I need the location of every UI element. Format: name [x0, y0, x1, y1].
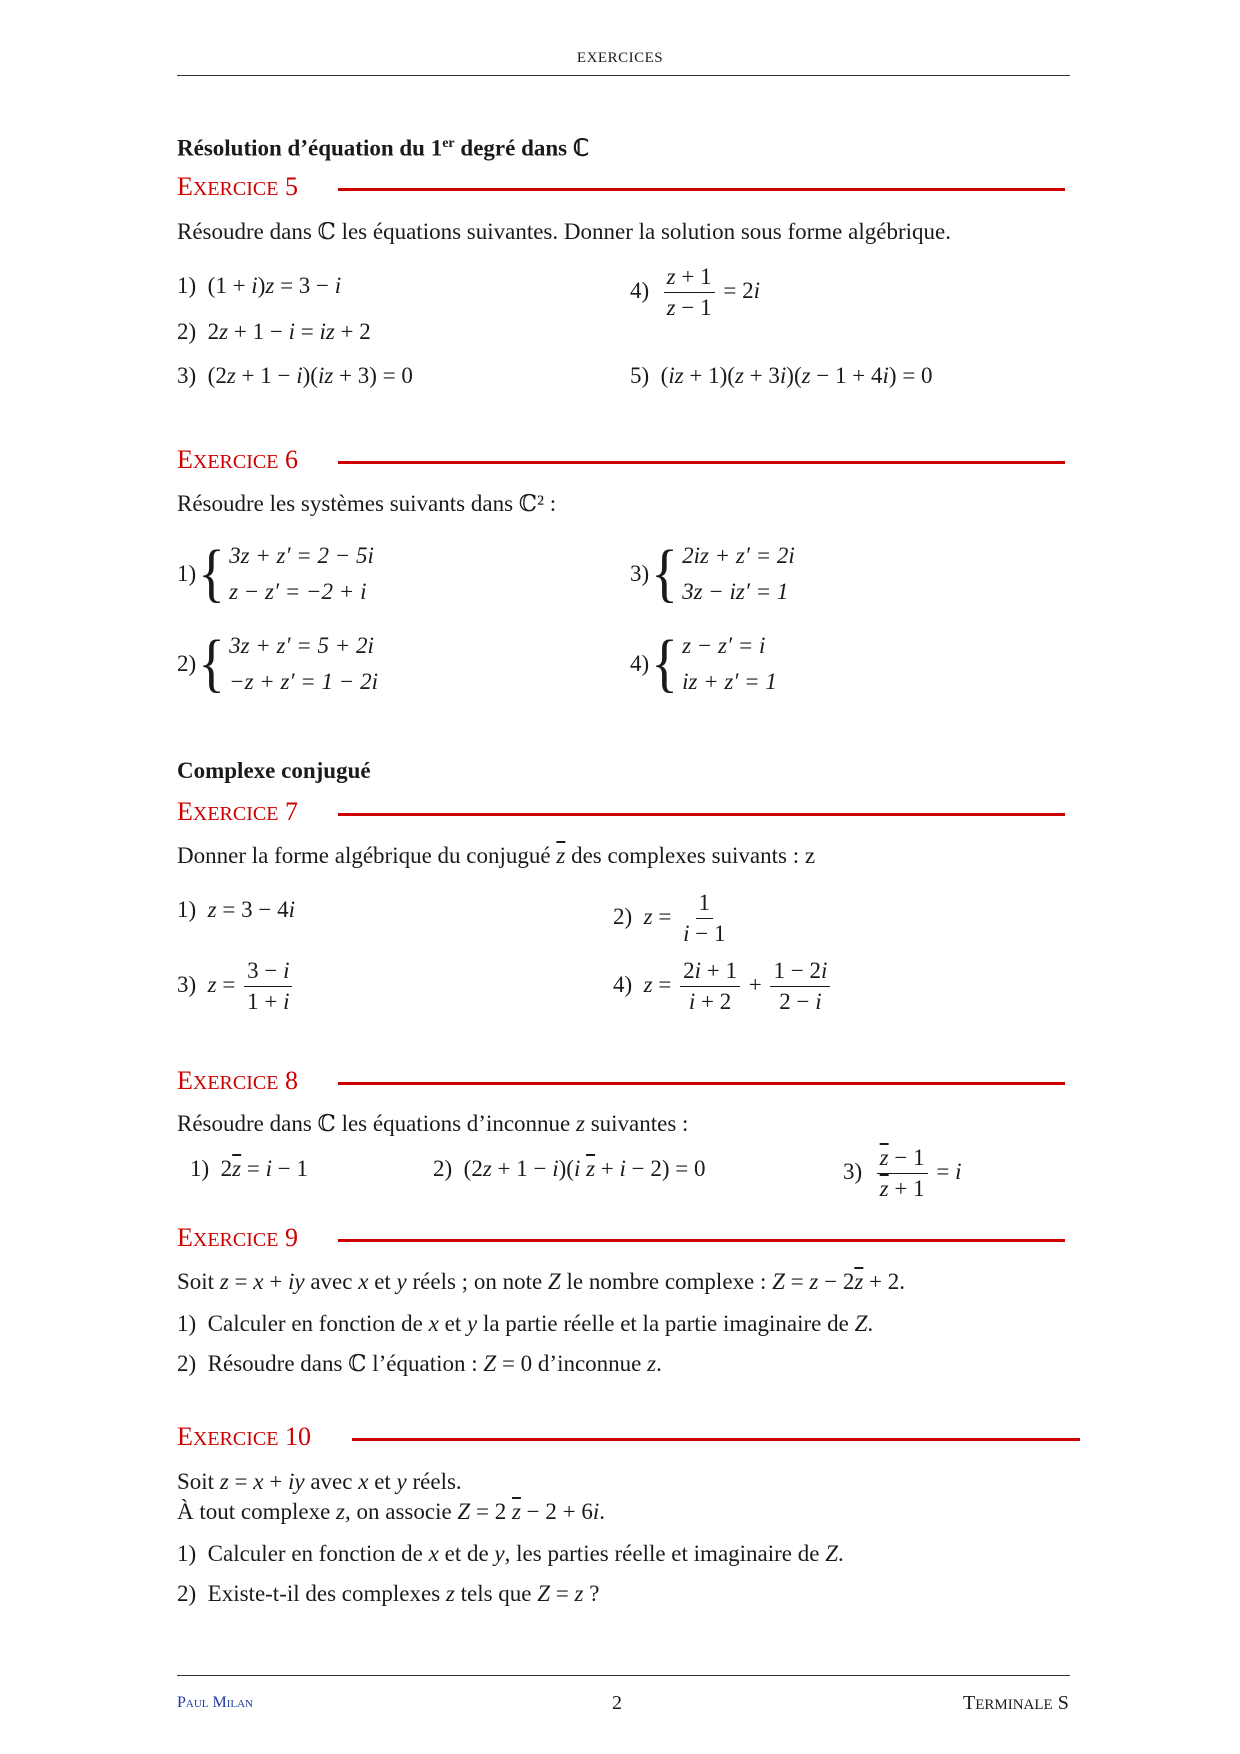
exercise-6-intro: Résoudre les systèmes suivants dans ℂ² :: [177, 491, 557, 516]
exercise-9-intro: Soit z = x + iy avec x et y réels ; on note Z le nombre complexe : $Z = z - 2\overline{z} + 2$.: [177, 1269, 906, 1294]
exercise-8-item-1: 1) $2\overline{z} = i - 1$: [190, 1156, 308, 1181]
exercise-7-rule: [338, 813, 1065, 816]
exercise-9-item-1: 1) Calculer en fonction de x et y la partie réelle et la partie imaginaire de Z.: [177, 1311, 874, 1336]
exercise-5-item-1: 1) (1 + i)z = 3 − i: [177, 273, 342, 298]
exercise-7-item-1: 1) z = 3 − 4i: [177, 897, 295, 922]
exercise-6-system-3: 3) { 2iz + z′ = 2i 3z − iz′ = 1: [630, 538, 795, 610]
header-rule: [177, 75, 1070, 76]
footer-page-number: 2: [612, 1692, 622, 1714]
exercise-10-item-1: 1) Calculer en fonction de x et de y, les parties réelle et imaginaire de Z.: [177, 1541, 844, 1566]
exercise-10-title: EXERCICE 10: [177, 1422, 311, 1451]
exercise-10-item-2: 2) Existe-t-il des complexes z tels que Z = z ?: [177, 1581, 600, 1606]
page-header: EXERCICES: [576, 50, 664, 66]
exercise-8-rule: [338, 1082, 1065, 1085]
exercise-9-item-2: 2) Résoudre dans ℂ l’équation : Z = 0 d’inconnue z.: [177, 1351, 662, 1376]
exercise-7-intro: Donner la forme algébrique du conjugué $\overline{z}$ des complexes suivants : z: [177, 843, 816, 868]
exercise-6-system-1: 1) { 3z + z′ = 2 − 5i z − z′ = −2 + i: [177, 538, 374, 610]
exercise-7-item-3: 3) z = $\frac{3 - i}{1 + i}$: [177, 958, 295, 1015]
exercise-5-intro: Résoudre dans ℂ les équations suivantes. Donner la solution sous forme algébrique.: [177, 219, 951, 244]
exercise-8-intro: Résoudre dans ℂ les équations d’inconnue z suivantes :: [177, 1111, 689, 1136]
exercise-7-item-4: 4) z = $\frac{2i + 1}{i + 2}$ + $\frac{1 - 2i}{2 - i}$: [613, 958, 833, 1015]
exercise-8-item-3: 3) $\frac{\overline{z} - 1}{\overline{z} + 1}$ = i: [843, 1145, 962, 1201]
exercise-5-title: EXERCICE 5: [177, 172, 298, 201]
exercise-7-item-2: 2) z = $\frac{1}{i - 1}$: [613, 890, 726, 946]
exercise-6-title: EXERCICE 6: [177, 445, 298, 474]
footer-author: Paul Milan: [177, 1694, 254, 1711]
exercise-5-item-4: 4) $\frac{z + 1}{z - 1}$ = 2i: [630, 264, 760, 320]
exercise-6-rule: [338, 461, 1065, 464]
exercise-6-system-2: 2) { 3z + z′ = 5 + 2i −z + z′ = 1 − 2i: [177, 628, 378, 700]
exercise-6-system-4: 4) { z − z′ = i iz + z′ = 1: [630, 628, 777, 700]
exercise-10-intro-2: À tout complexe z, on associe Z = 2 $\overline{z} - 2 + 6i$.: [177, 1499, 605, 1524]
exercise-9-rule: [338, 1239, 1065, 1242]
exercise-8-item-2: 2) (2z + 1 − i)(i $\overline{z} + i - 2) = 0$: [433, 1156, 706, 1181]
section-title-conjugate: Complexe conjugué: [177, 758, 371, 783]
exercise-5-rule: [338, 188, 1065, 191]
exercise-5-item-3: 3) (2z + 1 − i)(iz + 3) = 0: [177, 363, 413, 388]
exercise-7-title: EXERCICE 7: [177, 797, 298, 826]
footer-rule: [177, 1675, 1070, 1676]
exercise-10-intro-1: Soit z = x + iy avec x et y réels.: [177, 1469, 462, 1494]
footer-class: TERMINALE S: [963, 1692, 1069, 1714]
exercise-10-rule: [352, 1438, 1080, 1441]
exercise-5-item-2: 2) 2z + 1 − i = iz + 2: [177, 319, 371, 344]
section-title: Résolution d’équation du 1er degré dans ℂ: [177, 135, 589, 161]
exercise-5-item-5: 5) (iz + 1)(z + 3i)(z − 1 + 4i) = 0: [630, 363, 933, 388]
exercise-8-title: EXERCICE 8: [177, 1066, 298, 1095]
exercise-9-title: EXERCICE 9: [177, 1223, 298, 1252]
